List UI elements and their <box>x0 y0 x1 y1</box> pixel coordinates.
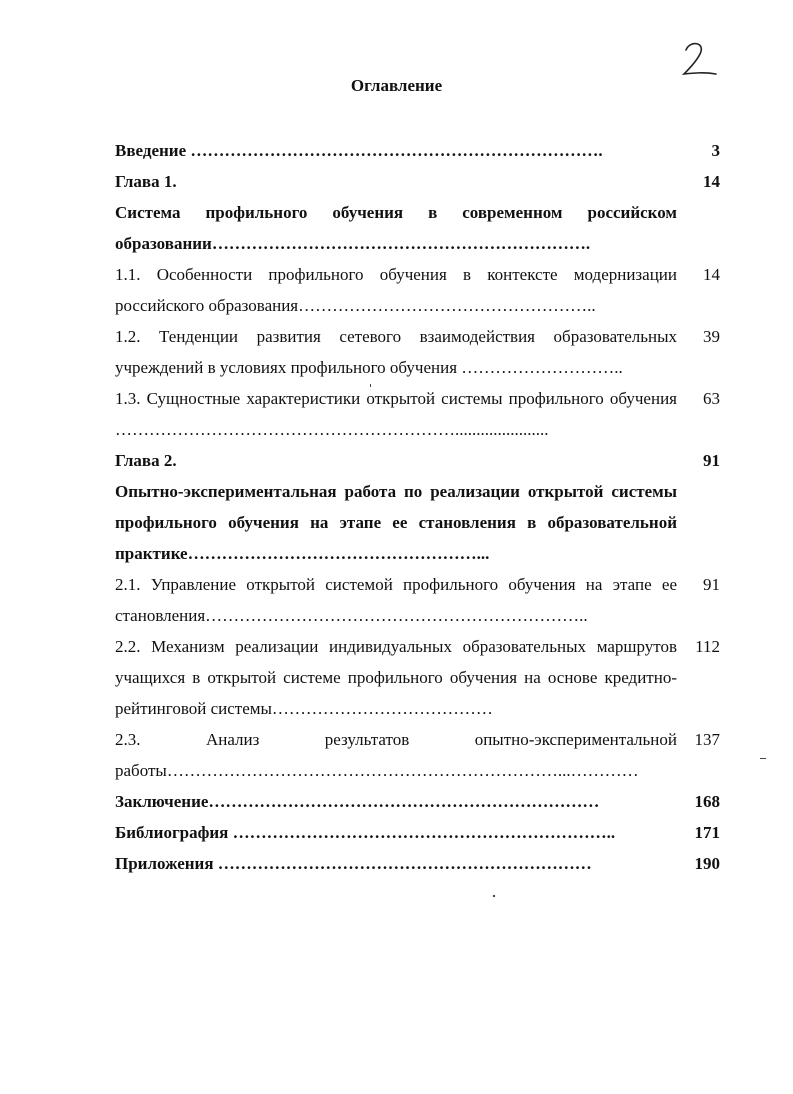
toc-entry-text: Глава 2. <box>115 451 177 470</box>
toc-entry-section-1-1 <box>115 259 720 321</box>
toc-entry-page: 91 <box>703 575 720 594</box>
toc-entry-text: Заключение…………………………………………………………… <box>115 792 600 811</box>
scan-speck <box>493 895 495 897</box>
toc-entry-text: 2.2. Механизм реализации индивидуальных образовательных маршрутов учащихся в открытой системе профильного обучения на основе кредитно-рейтинговой системы………………………………… <box>115 637 677 718</box>
toc-entry-page: 171 <box>694 823 720 842</box>
toc-entry-chapter-2-title <box>115 476 720 569</box>
toc-entry-text: Введение ………………………………………………………………. <box>115 141 603 160</box>
toc-entry-text: Глава 1. <box>115 172 177 191</box>
toc-entry-page: 190 <box>694 854 720 873</box>
toc-entry-introduction <box>115 135 720 166</box>
toc-entry-page: 137 <box>694 730 720 749</box>
toc-entry-appendices <box>115 848 720 879</box>
handwritten-page-number <box>670 36 720 80</box>
toc-entry-page: 39 <box>703 327 720 346</box>
toc-entry-text: 1.3. Сущностные характеристики открытой системы профильного обучения ……………………………………………………...................... <box>115 389 677 439</box>
toc-entry-page: 91 <box>703 451 720 470</box>
toc-entry-page: 14 <box>703 265 720 284</box>
toc-entry-text: 2.1. Управление открытой системой профильного обучения на этапе ее становления………………………………………………………….. <box>115 575 677 625</box>
toc-entry-page: 63 <box>703 389 720 408</box>
toc-entry-section-1-2 <box>115 321 720 383</box>
table-of-contents <box>115 135 720 879</box>
toc-entry-text: 1.2. Тенденции развития сетевого взаимодействия образовательных учреждений в условиях профильного обучения ……………………….. <box>115 327 677 377</box>
toc-entry-chapter-1 <box>115 166 720 197</box>
page-title: Оглавление <box>350 76 443 95</box>
toc-entry-bibliography <box>115 817 720 848</box>
toc-entry-section-2-1 <box>115 569 720 631</box>
toc-entry-text: Библиография ………………………………………………………….. <box>115 823 616 842</box>
toc-entry-section-2-2 <box>115 631 720 724</box>
toc-entry-page: 168 <box>694 792 720 811</box>
toc-entry-chapter-1-title <box>115 197 720 259</box>
toc-entry-section-2-3 <box>115 724 720 786</box>
scan-speck <box>760 758 766 759</box>
toc-entry-page: 3 <box>711 141 720 160</box>
toc-entry-text: Опытно-экспериментальная работа по реализации открытой системы профильного обучения на этапе ее становления в образовательной практике……………………………………………... <box>115 482 677 563</box>
toc-entry-conclusion <box>115 786 720 817</box>
toc-entry-page: 14 <box>703 172 720 191</box>
toc-entry-page: 112 <box>695 637 720 656</box>
toc-entry-text: 1.1. Особенности профильного обучения в контексте модернизации российского образования…………………………………………….. <box>115 265 677 315</box>
toc-entry-text: Приложения ………………………………………………………… <box>115 854 592 873</box>
toc-entry-text: Система профильного обучения в современном российском образовании…………………………………………………………. <box>115 203 677 253</box>
scan-speck <box>370 384 371 387</box>
toc-entry-text: 2.3. Анализ результатов опытно-экспериментальной работы……………………………………………………………...………… <box>115 730 677 780</box>
toc-entry-section-1-3 <box>115 383 720 445</box>
toc-entry-chapter-2 <box>115 445 720 476</box>
